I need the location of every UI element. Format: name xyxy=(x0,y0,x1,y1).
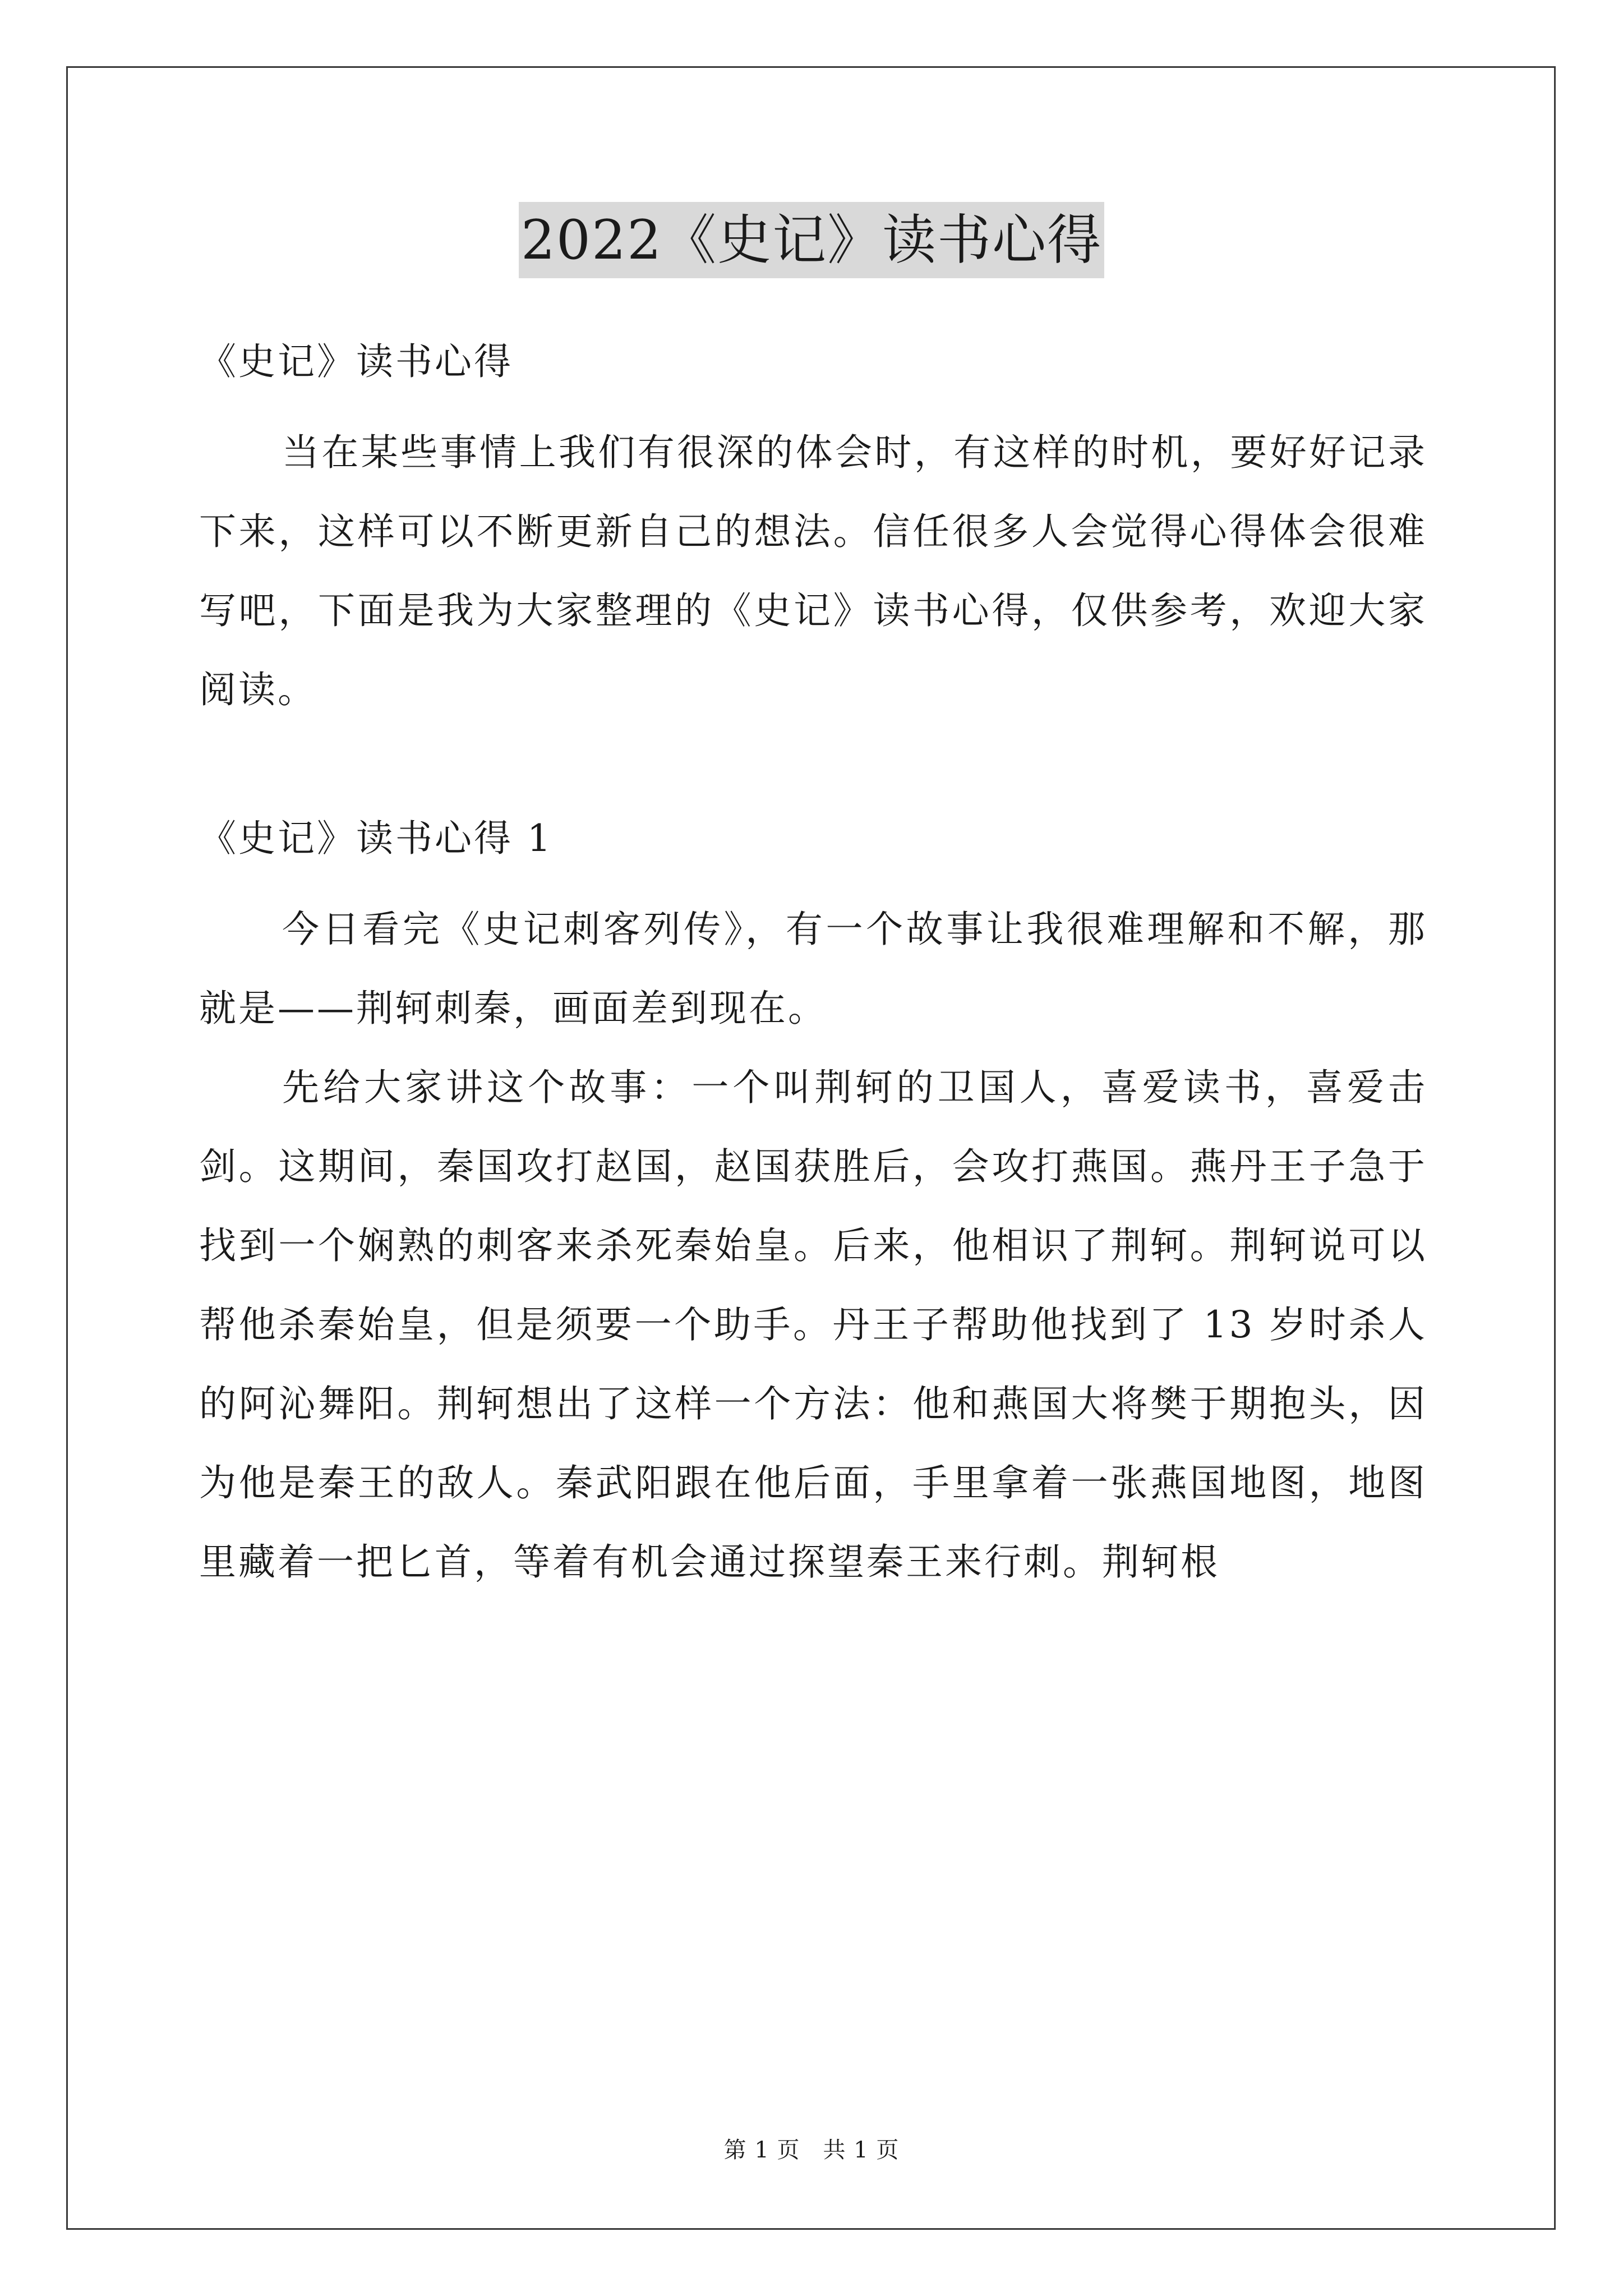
intro-paragraph: 当在某些事情上我们有很深的体会时，有这样的时机，要好好记录下来，这样可以不断更新自己的想法。信任很多人会觉得心得体会很难写吧，下面是我为大家整理的《史记》读书心得，仅供参考，欢迎大家阅读。 xyxy=(199,431,1427,711)
section-paragraph-1: 今日看完《史记刺客列传》，有一个故事让我很难理解和不解，那就是——荆轲刺秦，画面差到现在。 xyxy=(199,908,1427,1030)
section-paragraph-2: 先给大家讲这个故事：一个叫荆轲的卫国人，喜爱读书，喜爱击剑。这期间，秦国攻打赵国，赵国获胜后，会攻打燕国。燕丹王子急于找到一个娴熟的刺客来杀死秦始皇。后来，他相识了荆轲。荆轲说可以帮他杀秦始皇，但是须要一个助手。丹王子帮助他找到了 13 岁时杀人的阿沁舞阳。荆轲想出了这样一个方法：他和燕国大将樊于期抱头，因为他是秦王的敌人。秦武阳跟在他后面，手里拿着一张燕国地图，地图里藏着一把匕首，等着有机会通过探望秦王来行刺。荆轲根 xyxy=(199,1066,1427,1584)
intro-heading: 《史记》读书心得 xyxy=(199,340,513,383)
document-body xyxy=(199,337,1427,1602)
section-heading: 《史记》读书心得 1 xyxy=(199,817,553,860)
title-container xyxy=(0,202,1623,278)
document-title: 2022《史记》读书心得 xyxy=(519,202,1104,278)
page-footer: 第 1 页 共 1 页 xyxy=(723,2137,900,2163)
section-spacer xyxy=(199,729,1427,813)
